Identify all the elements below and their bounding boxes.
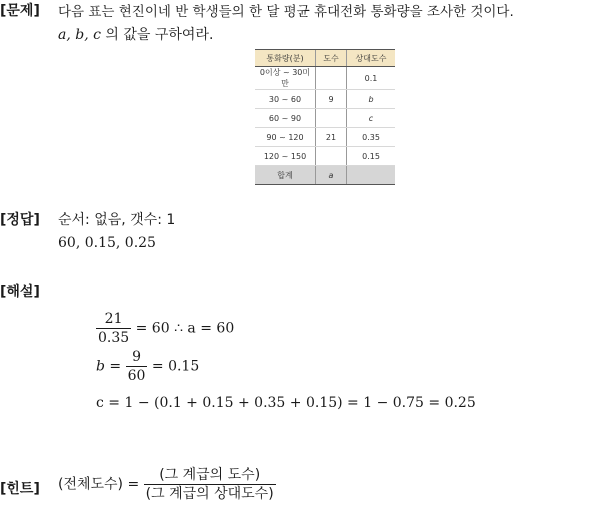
hint-lhs: (전체도수) = bbox=[58, 476, 140, 493]
frequency-cell bbox=[316, 147, 347, 166]
class-interval: 120 ~ 150 bbox=[255, 147, 316, 166]
equation-3: c = 1 − (0.1 + 0.15 + 0.35 + 0.15) = 1 − 0.75 = 0.25 bbox=[96, 395, 476, 411]
frequency-cell bbox=[316, 67, 347, 90]
total-relative-frequency bbox=[347, 166, 396, 185]
equation-2-lhs: b = bbox=[96, 358, 122, 375]
table-row bbox=[255, 128, 395, 147]
hint-formula bbox=[58, 466, 276, 503]
table-row bbox=[255, 147, 395, 166]
relative-frequency-cell: 0.1 bbox=[347, 67, 396, 90]
class-interval: 0이상 ~ 30미만 bbox=[255, 67, 316, 90]
problem-instruction: 의 값을 구하여라. bbox=[105, 27, 214, 43]
equation-2-rest: = 0.15 bbox=[151, 358, 200, 375]
equation-1 bbox=[96, 310, 234, 347]
class-interval: 60 ~ 90 bbox=[255, 109, 316, 128]
frequency-cell bbox=[316, 109, 347, 128]
answer-values: 60, 0.15, 0.25 bbox=[58, 235, 156, 251]
problem-text-line1: 다음 표는 현진이네 반 학생들의 한 달 평균 휴대전화 통화량을 조사한 것이다. bbox=[58, 4, 514, 20]
table-row bbox=[255, 90, 395, 109]
problem-variables: a, b, c bbox=[58, 27, 101, 43]
fraction-denominator: (그 계급의 상대도수) bbox=[145, 486, 274, 502]
fraction-numerator: (그 계급의 도수) bbox=[159, 467, 261, 483]
equation-2 bbox=[96, 348, 199, 385]
fraction-numerator: 9 bbox=[132, 349, 141, 365]
class-interval: 90 ~ 120 bbox=[255, 128, 316, 147]
header-relative-frequency: 상대도수 bbox=[347, 50, 396, 67]
frequency-cell: 9 bbox=[316, 90, 347, 109]
relative-frequency-cell: b bbox=[347, 90, 396, 109]
total-frequency: a bbox=[316, 166, 347, 185]
frequency-table bbox=[255, 49, 395, 185]
table-row bbox=[255, 109, 395, 128]
header-frequency: 도수 bbox=[316, 50, 347, 67]
equation-1-rest: = 60 ∴ a = 60 bbox=[135, 320, 235, 337]
relative-frequency-cell: 0.15 bbox=[347, 147, 396, 166]
fraction-denominator: 0.35 bbox=[98, 330, 130, 346]
table-total-row bbox=[255, 166, 395, 185]
answer-label: [정답] bbox=[0, 212, 40, 228]
table-row bbox=[255, 67, 395, 90]
fraction bbox=[96, 310, 131, 347]
table-header-row bbox=[255, 50, 395, 67]
header-call-minutes: 통화량(분) bbox=[255, 50, 316, 67]
frequency-cell: 21 bbox=[316, 128, 347, 147]
relative-frequency-cell: 0.35 bbox=[347, 128, 396, 147]
answer-meta: 순서: 없음, 갯수: 1 bbox=[58, 212, 176, 228]
class-interval: 30 ~ 60 bbox=[255, 90, 316, 109]
fraction-numerator: 21 bbox=[104, 311, 123, 327]
fraction-denominator: 60 bbox=[127, 368, 146, 384]
problem-text-line2 bbox=[58, 24, 213, 44]
hint-label: [힌트] bbox=[0, 481, 40, 497]
problem-label: [문제] bbox=[0, 3, 40, 19]
total-label: 합계 bbox=[255, 166, 316, 185]
explanation-label: [해설] bbox=[0, 284, 40, 300]
relative-frequency-cell: c bbox=[347, 109, 396, 128]
fraction bbox=[144, 466, 276, 503]
fraction bbox=[126, 348, 148, 385]
